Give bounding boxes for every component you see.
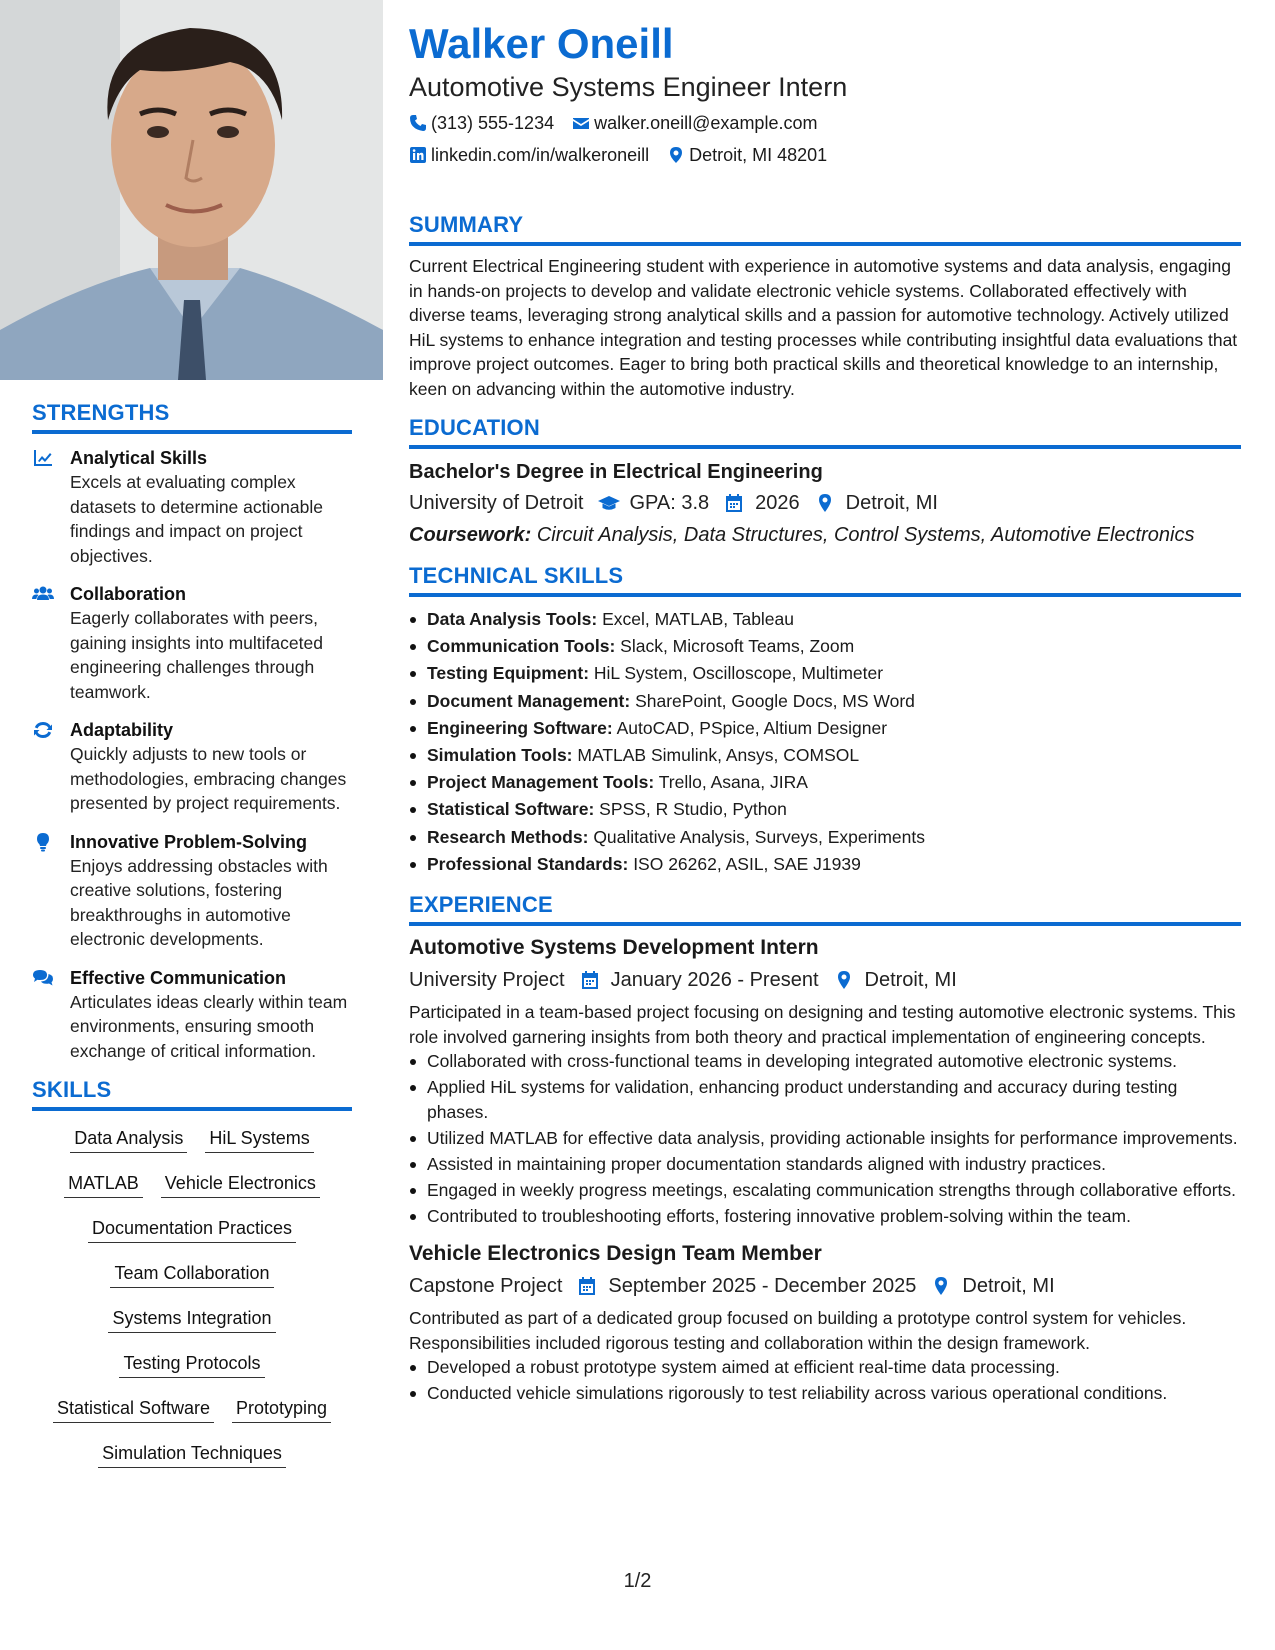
map-pin-icon	[930, 1276, 952, 1296]
left-column	[32, 400, 352, 1479]
technical-skills-heading: TECHNICAL SKILLS	[409, 563, 1241, 597]
phone-text: (313) 555-1234	[431, 113, 555, 133]
linkedin-text: linkedin.com/in/walkeroneill	[431, 145, 650, 165]
strength-description: Enjoys addressing obstacles with creative solutions, fostering breakthroughs in automotive electronic developments.	[70, 855, 328, 949]
page-number: 1/2	[623, 1570, 652, 1592]
list-item: Professional Standards: ISO 26262, ASIL, SAE J1939	[409, 851, 1241, 878]
job-location: Detroit, MI	[864, 969, 957, 992]
skill-chip: Documentation Practices	[88, 1217, 296, 1243]
strength-title: Analytical Skills	[70, 448, 208, 468]
gpa-text: GPA: 3.8	[629, 492, 710, 514]
strength-description: Articulates ideas clearly within team environments, ensuring smooth exchange of critical information.	[70, 991, 348, 1061]
candidate-name: Walker Oneill	[409, 20, 674, 67]
strength-description: Excels at evaluating complex datasets to determine actionable findings and impact on project objectives.	[70, 472, 323, 566]
phone-icon	[409, 114, 427, 132]
education-location: Detroit, MI	[845, 492, 938, 514]
contact-row	[409, 142, 1241, 168]
list-item: Data Analysis Tools: Excel, MATLAB, Tableau	[409, 606, 1241, 633]
coursework-label: Coursework:	[409, 524, 532, 546]
list-item: Conducted vehicle simulations rigorously to test reliability across various operational conditions.	[409, 1381, 1241, 1406]
right-column	[409, 20, 1241, 1407]
education-meta	[409, 489, 1241, 517]
technical-skills-section	[409, 563, 1241, 878]
skill-chip: Statistical Software	[53, 1397, 214, 1423]
skill-chip: Prototyping	[232, 1397, 331, 1423]
strengths-heading: STRENGTHS	[32, 400, 352, 434]
list-item: Project Management Tools: Trello, Asana, JIRA	[409, 769, 1241, 796]
candidate-title: Automotive Systems Engineer Intern	[409, 72, 848, 102]
education-heading: EDUCATION	[409, 415, 1241, 449]
skill-chip: Team Collaboration	[110, 1262, 273, 1288]
email-contact[interactable]	[572, 111, 817, 135]
job-location: Detroit, MI	[962, 1275, 1055, 1298]
sync-icon	[32, 718, 70, 816]
strength-item	[32, 582, 352, 704]
envelope-icon	[572, 114, 590, 132]
strength-title: Innovative Problem-Solving	[70, 831, 308, 852]
comments-icon	[32, 966, 70, 1064]
list-item: Document Management: SharePoint, Google Docs, MS Word	[409, 688, 1241, 715]
strength-title: Effective Communication	[70, 967, 287, 988]
skill-chip: Systems Integration	[108, 1307, 275, 1333]
list-item: Testing Equipment: HiL System, Oscilloscope, Multimeter	[409, 660, 1241, 687]
strength-description: Quickly adjusts to new tools or methodologies, embracing changes presented by project requirements.	[70, 744, 347, 813]
job-entry	[409, 1240, 1241, 1406]
skills-chips	[32, 1119, 352, 1479]
experience-section	[409, 892, 1241, 1406]
list-item: Engineering Software: AutoCAD, PSpice, Altium Designer	[409, 715, 1241, 742]
location-contact	[667, 143, 827, 167]
skill-chip: Vehicle Electronics	[161, 1172, 320, 1198]
list-item: Simulation Tools: MATLAB Simulink, Ansys, COMSOL	[409, 742, 1241, 769]
list-item: Contributed to troubleshooting efforts, fostering innovative problem-solving within the team.	[409, 1204, 1241, 1229]
list-item: Developed a robust prototype system aimed at efficient real-time data processing.	[409, 1355, 1241, 1380]
job-dates: September 2025 - December 2025	[608, 1275, 917, 1298]
technical-skills-list	[409, 606, 1241, 878]
users-icon	[32, 582, 70, 704]
strength-item	[32, 966, 352, 1064]
calendar-icon	[723, 493, 745, 513]
chart-line-icon	[32, 446, 70, 568]
skill-chip: Data Analysis	[70, 1127, 187, 1153]
list-item: Applied HiL systems for validation, enhancing product understanding and accuracy during testing phases.	[409, 1075, 1241, 1124]
job-meta	[409, 966, 1241, 994]
list-item: Assisted in maintaining proper documentation standards aligned with industry practices.	[409, 1152, 1241, 1177]
job-meta	[409, 1272, 1241, 1300]
coursework-list: Circuit Analysis, Data Structures, Control Systems, Automotive Electronics	[536, 524, 1195, 546]
summary-text: Current Electrical Engineering student with experience in automotive systems and data analysis, engaging in hands-on projects to develop and validate electronic vehicle systems. Collaborated effectively with diverse teams, leveraging strong analytical skills and a passion for automotive technology. Actively utilized HiL systems to enhance integration and testing processes while contributing insightful data evaluations that improve project outcomes. Eager to bring both practical skills and theoretical knowledge to an internship, keen on advancing within the automotive industry.	[409, 256, 1238, 399]
job-org: Capstone Project	[409, 1275, 563, 1298]
strength-item	[32, 446, 352, 568]
list-item: Statistical Software: SPSS, R Studio, Python	[409, 796, 1241, 823]
education-section	[409, 415, 1241, 549]
job-role: Vehicle Electronics Design Team Member	[409, 1242, 822, 1266]
degree-title: Bachelor's Degree in Electrical Engineering	[409, 461, 823, 483]
list-item: Collaborated with cross-functional teams in developing integrated automotive electronic systems.	[409, 1049, 1241, 1074]
job-entry	[409, 934, 1241, 1228]
list-item: Utilized MATLAB for effective data analysis, providing actionable insights for performance improvements.	[409, 1126, 1241, 1151]
skills-heading: SKILLS	[32, 1077, 352, 1111]
map-pin-icon	[814, 493, 836, 513]
job-bullets	[409, 1355, 1241, 1406]
strength-title: Collaboration	[70, 584, 186, 604]
location-text: Detroit, MI 48201	[689, 145, 828, 165]
summary-heading: SUMMARY	[409, 212, 1241, 246]
coursework	[409, 521, 1241, 549]
experience-heading: EXPERIENCE	[409, 892, 1241, 926]
list-item: Engaged in weekly progress meetings, escalating communication strengths through collaborative efforts.	[409, 1178, 1241, 1203]
summary-section	[409, 212, 1241, 401]
skill-chip: Simulation Techniques	[98, 1442, 286, 1468]
contact-row	[409, 110, 1241, 136]
list-item: Communication Tools: Slack, Microsoft Teams, Zoom	[409, 633, 1241, 660]
strengths-list	[32, 446, 352, 1063]
job-description: Contributed as part of a dedicated group focused on building a prototype control system for vehicles. Responsibilities included rigorous testing and collaboration within the design framework.	[409, 1308, 1187, 1353]
profile-photo	[0, 0, 383, 380]
graduation-year: 2026	[755, 492, 800, 514]
email-text: walker.oneill@example.com	[594, 113, 818, 133]
skill-chip: HiL Systems	[205, 1127, 313, 1153]
job-org: University Project	[409, 969, 565, 992]
linkedin-icon	[409, 146, 427, 164]
lightbulb-icon	[32, 830, 70, 952]
skill-chip: Testing Protocols	[119, 1352, 264, 1378]
phone-contact[interactable]	[409, 111, 554, 135]
school-name: University of Detroit	[409, 492, 584, 514]
calendar-icon	[579, 970, 601, 990]
job-dates: January 2026 - Present	[610, 969, 819, 992]
strength-description: Eagerly collaborates with peers, gaining insights into multifaceted engineering challenges through teamwork.	[70, 608, 323, 702]
map-pin-icon	[667, 146, 685, 164]
job-bullets	[409, 1049, 1241, 1228]
linkedin-contact[interactable]	[409, 143, 649, 167]
map-pin-icon	[833, 970, 855, 990]
strength-title: Adaptability	[70, 720, 174, 740]
skill-chip: MATLAB	[64, 1172, 143, 1198]
job-description: Participated in a team-based project focusing on designing and testing automotive electronic systems. This role involved garnering insights from both theory and practical implementation of engineering concepts.	[409, 1002, 1236, 1047]
calendar-icon	[576, 1276, 598, 1296]
list-item: Research Methods: Qualitative Analysis, Surveys, Experiments	[409, 824, 1241, 851]
job-role: Automotive Systems Development Intern	[409, 936, 819, 960]
strength-item	[32, 718, 352, 816]
strength-item	[32, 830, 352, 952]
graduation-cap-icon	[598, 493, 620, 513]
